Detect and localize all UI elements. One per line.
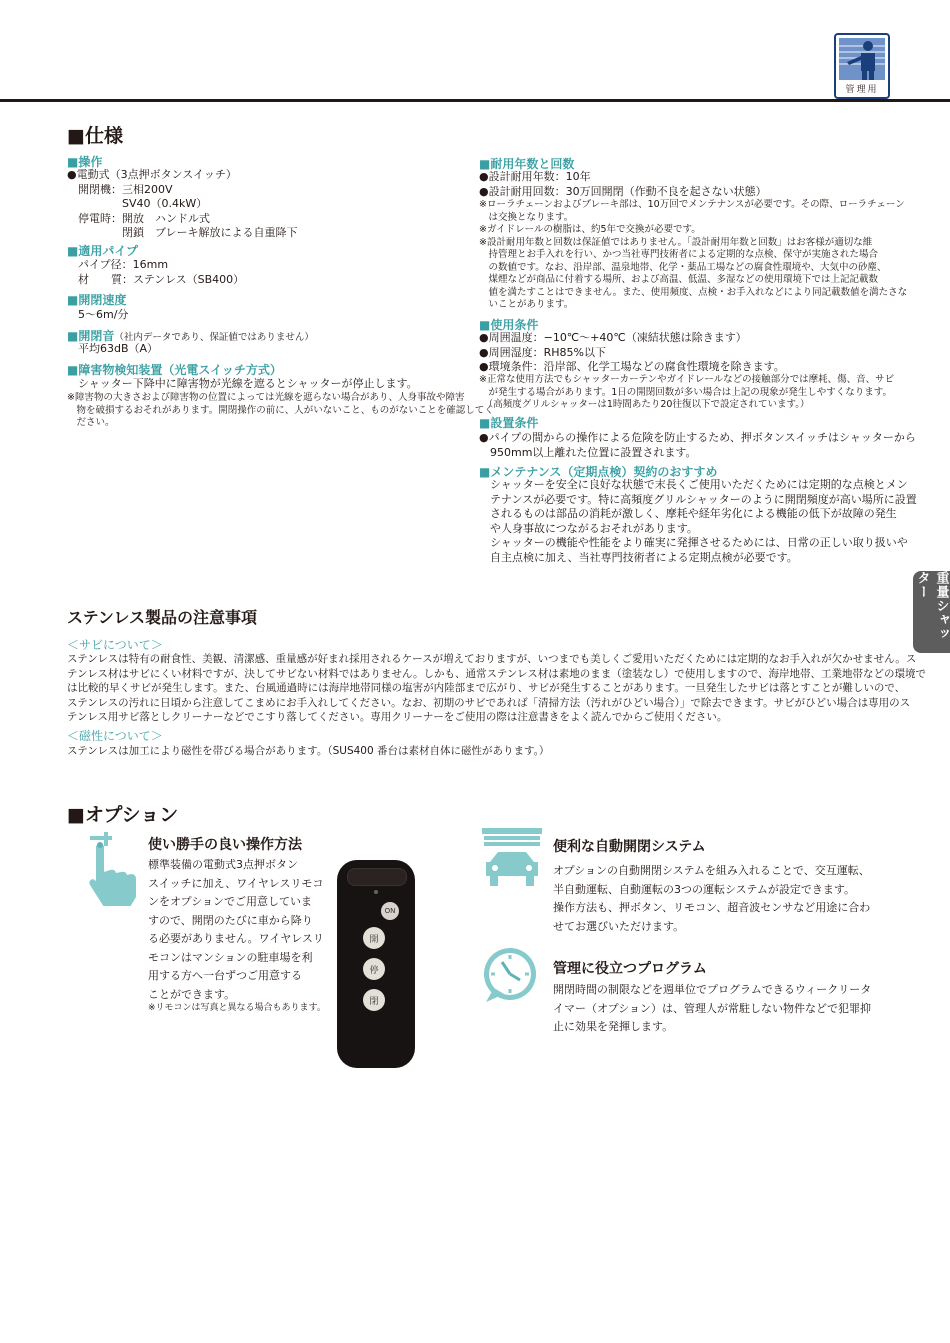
- speed-value: 5〜6m/分: [67, 308, 129, 321]
- option-auto-line: 操作方法も、押ボタン、リモコン、超音波センサなど用途に合わ: [553, 901, 871, 914]
- obstacle-note: ※障害物の大きさおよび障害物の位置によっては光線を遮らない場合があり、人身事故や障害: [67, 392, 465, 403]
- conditions-note: （高頻度グリルシャッターは1時間あたり20往復以下で設定されています。）: [479, 399, 810, 410]
- option-operation-line: 標準装備の電動式3点押ボタン: [148, 858, 298, 871]
- operation-heading: ■操作: [67, 155, 103, 169]
- durability-note: ※ローラチェーンおよびブレーキ部は、10万回でメンテナンスが必要です。その際、ローラチェーン: [479, 199, 905, 210]
- durability-note: は交換となります。: [479, 211, 574, 223]
- options-title: ■オプション: [67, 804, 179, 826]
- rust-line: テンレス用サビ落としクリーナーなどでこすり落してください。専用クリーナーをご使用の際は注意書きをよく読んでからご使用ください。: [67, 711, 728, 723]
- durability-note: ※ガイドレールの樹脂は、約5年で交換が必要です。: [479, 224, 701, 235]
- option-operation-text: [148, 856, 324, 1004]
- conditions-heading: ■使用条件: [479, 318, 539, 332]
- option-operation-line: モコンはマンションの駐車場を利: [148, 950, 313, 964]
- option-program-line: 開閉時間の制限などを週単位でプログラムできるウィークリータ: [553, 983, 872, 996]
- garage-car-icon: [482, 828, 542, 894]
- remote-on-button: ON: [381, 902, 399, 920]
- install-heading: ■設置条件: [479, 416, 539, 430]
- option-operation-line: すので、開閉のたびに車から降り: [148, 913, 313, 927]
- conditions-line: ●周囲温度：−10℃〜+40℃（凍結状態は除きます）: [479, 331, 747, 344]
- option-operation-title: 使い勝手の良い操作方法: [148, 837, 302, 853]
- rust-line: は比較的早くサビが発生します。また、台風通過時には海岸地帯同様の塩害が内陸部まで広がり、サビが発生することがあります。一旦発生したサビは落とすことが難しいので、: [67, 682, 906, 694]
- obstacle-heading: ■障害物検知装置（光電スイッチ方式）: [67, 363, 282, 377]
- remote-open-button: 開: [363, 927, 385, 949]
- rust-line: ステンレスの汚れに日頃から注意してこまめにお手入れしてください。なお、初期のサビであれば「清掃方法（汚れがひどい場合）」で除去できます。サビがひどい場合は専用のス: [67, 696, 911, 709]
- obstacle-notes: [67, 392, 494, 430]
- hand-press-icon: [78, 832, 136, 910]
- remote-stop-button: 停: [363, 958, 385, 980]
- option-operation-line: ンをオプションでご用意していま: [148, 895, 313, 908]
- noise-heading: ■開閉音: [67, 329, 115, 343]
- maintenance-line: シャッターを安全に良好な状態で末長くご使用いただくためには定期的な点検とメン: [479, 478, 908, 491]
- remote-close-button: 閉: [363, 989, 385, 1011]
- durability-note: 煤煙などが商品に付着する場所、および高温、低温、多湿などの使用環境下では上記記載数: [479, 274, 879, 285]
- option-operation-line: 用する方へ一台ずつご用意する: [148, 969, 302, 982]
- badge-label: 管理用: [845, 85, 879, 95]
- maintenance-heading: ■メンテナンス（定期点検）契約のおすすめ: [479, 465, 718, 479]
- operation-line: 開閉機：三相200V: [67, 182, 173, 196]
- conditions-list: [479, 331, 785, 375]
- stainless-title: ステンレス製品の注意事項: [67, 608, 258, 627]
- conditions-line: ●環境条件：沿岸部、化学工場などの腐食性環境を除きます。: [479, 360, 785, 373]
- maintenance-line: されるものは部品の消耗が激しく、摩耗や経年劣化による機能の低下が故障の発生: [479, 507, 897, 520]
- install-line: 950mm以上離れた位置に設置されます。: [479, 445, 697, 459]
- durability-list: [479, 170, 767, 199]
- obstacle-note: ださい。: [67, 417, 115, 428]
- header-rule: [0, 99, 950, 102]
- durability-note: いことがあります。: [479, 299, 574, 310]
- durability-line: ●設計耐用回数：30万回開閉（作動不良を起さない状態）: [479, 184, 767, 198]
- conditions-note: が発生する場合があります。1日の開閉回数が多い場合は上記の現象が発生しやすくなります。: [479, 386, 893, 398]
- maintenance-line: シャッターの機能や性能をより確実に発揮させるためには、日常の正しい取り扱いや: [479, 536, 908, 549]
- worker-icon: [839, 38, 885, 80]
- option-auto-line: オプションの自動開閉システムを組み入れることで、交互運転、: [553, 864, 870, 877]
- option-auto-line: 半自動運転、自動運転の3つの運転システムが設定できます。: [553, 882, 856, 896]
- operation-line: ●電動式（3点押ボタンスイッチ）: [67, 168, 237, 181]
- pipe-list: [67, 258, 244, 287]
- option-program-title: 管理に役立つプログラム: [553, 961, 707, 977]
- maintenance-list: [479, 478, 917, 565]
- pipe-line: 材 質：ステンレス（SB400）: [67, 272, 245, 286]
- durability-notes: [479, 199, 907, 312]
- remote-control-image: [337, 860, 415, 1068]
- durability-note: 値を満たすことはできません。また、使用頻度、点検・お手入れなどにより同記載数値を満たさな: [479, 286, 908, 298]
- durability-note: 持管理とお手入れを行い、かつ当社専門技術者による定期的な点検、保守が実施された場合: [479, 249, 879, 260]
- option-operation-line: スイッチに加え、ワイヤレスリモコ: [148, 876, 324, 890]
- obstacle-text: シャッター下降中に障害物が光線を遮るとシャッターが停止します。: [67, 377, 418, 390]
- section-tab-label: 重量シャッター: [914, 571, 949, 641]
- obstacle-note: 物を破損するおそれがあります。開閉操作の前に、人がいないこと、ものがないことを確認してく: [67, 404, 494, 416]
- option-program-text: [553, 981, 871, 1037]
- noise-value: 平均63dB（A）: [67, 342, 159, 355]
- option-program-line: イマー（オプション）は、管理人が常駐しない物件などで犯罪抑: [553, 1001, 872, 1015]
- clock-icon: [482, 946, 542, 1010]
- magnet-heading: ＜磁性について＞: [67, 729, 163, 743]
- install-list: [479, 431, 916, 460]
- magnet-text: ステンレスは加工により磁性を帯びる場合があります。（SUS400 番台は素材自体に磁性があります。）: [67, 745, 550, 757]
- maintenance-line: や人身事故につながるおそれがあります。: [479, 521, 698, 535]
- operation-line: SV40（0.4kW）: [67, 197, 208, 210]
- noise-note: （社内データであり、保証値ではありません）: [114, 332, 314, 343]
- remote-note: ※リモコンは写真と異なる場合もあります。: [148, 1003, 326, 1013]
- speed-heading: ■開閉速度: [67, 293, 127, 307]
- rust-line: ステンレスは特有の耐食性、美観、清潔感、重量感が好まれ採用されるケースが増えておりますが、いつまでも美しくご愛用いただくためには定期的なお手入れが欠かせません。ス: [67, 653, 917, 665]
- conditions-line: ●周囲湿度：RH85%以下: [479, 345, 606, 359]
- option-program-line: 止に効果を発揮します。: [553, 1020, 674, 1033]
- option-auto-line: せてお選びいただけます。: [553, 919, 685, 933]
- operation-list: [67, 168, 298, 241]
- durability-line: ●設計耐用年数：10年: [479, 170, 591, 183]
- option-operation-line: ことができます。: [148, 987, 236, 1001]
- conditions-note: ※正常な使用方法でもシャッターカーテンやガイドレールなどの接触部分では摩耗、傷、音、サビ: [479, 374, 895, 385]
- option-auto-text: [553, 862, 870, 936]
- option-auto-title: 便利な自動開閉システム: [553, 839, 706, 855]
- spec-title: ■仕様: [67, 125, 123, 147]
- operation-line: 停電時：開放 ハンドル式: [67, 211, 210, 225]
- operation-line: 閉鎖 ブレーキ解放による自重降下: [67, 226, 298, 239]
- section-tab: [913, 571, 950, 653]
- rust-line: テンレス材はサビにくい材料ですが、決してサビない材料ではありません。しかも、通常ステンレス材は素地のまま（塗装なし）で使用しますので、海岸地帯、工業地帯などの環境で: [67, 667, 927, 680]
- durability-note: の数値です。なお、沿岸部、温泉地帯、化学・薬品工場などの腐食性環境や、大気中の砂塵、: [479, 261, 887, 273]
- install-line: ●パイプの間からの操作による危険を防止するため、押ボタンスイッチはシャッターから: [479, 431, 916, 444]
- pipe-heading: ■適用パイプ: [67, 244, 138, 258]
- conditions-notes: [479, 374, 894, 412]
- rust-heading: ＜サビについて＞: [67, 638, 163, 652]
- managers-badge: [834, 33, 890, 99]
- durability-note: ※設計耐用年数と回数は保証値ではありません。「設計耐用年数と回数」はお客様が適切な維: [479, 236, 873, 248]
- maintenance-line: 自主点検に加え、当社専門技術者による定期点検が必要です。: [479, 550, 798, 564]
- option-operation-line: る必要がありません。ワイヤレスリ: [148, 932, 324, 945]
- durability-heading: ■耐用年数と回数: [479, 157, 575, 171]
- maintenance-line: テナンスが必要です。特に高頻度グリルシャッターのように開閉頻度が高い場所に設置: [479, 492, 917, 506]
- pipe-line: パイプ径：16mm: [67, 258, 169, 271]
- rust-paragraph: [67, 652, 926, 725]
